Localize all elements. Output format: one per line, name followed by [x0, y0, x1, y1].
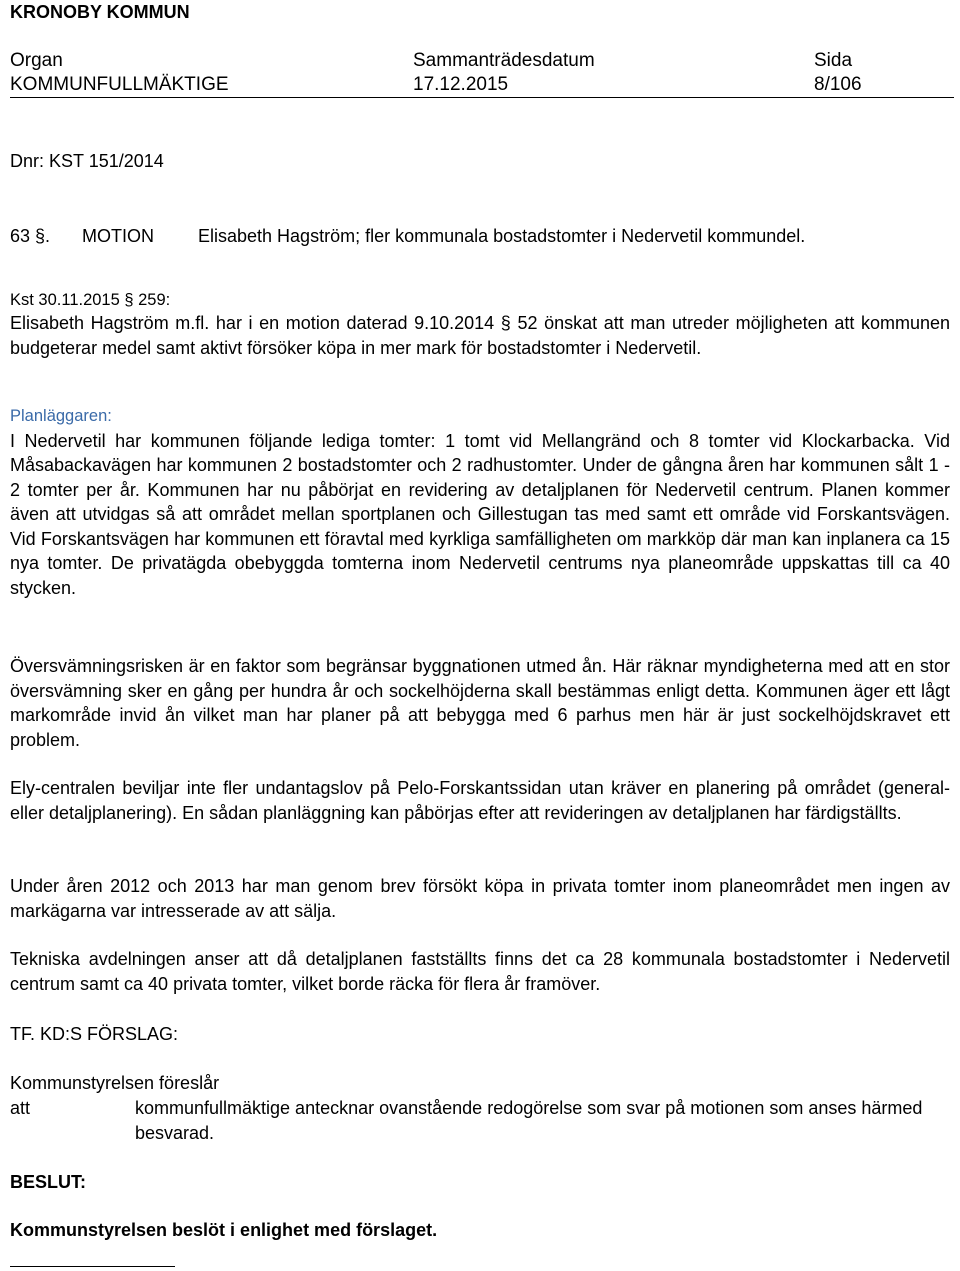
page-number: 8/106	[814, 74, 862, 95]
item-type: MOTION	[82, 226, 154, 246]
municipality-name: KRONOBY KOMMUN	[10, 2, 190, 22]
proposal-text: kommunfullmäktige antecknar ovanstående redogörelse som svar på motionen som anses härmed besvarad.	[135, 1098, 923, 1143]
kst-reference: Kst 30.11.2015 § 259:	[10, 291, 171, 309]
technical-section	[10, 947, 950, 996]
motion-section	[10, 311, 950, 360]
proposal-att-word: att	[10, 1098, 31, 1118]
motion-text: Elisabeth Hagström m.fl. har i en motion daterad 9.10.2014 § 52 önskat att man utreder möjligheten att kommunen budgeterar medel samt aktivt försöker köpa in mer mark för bostadstomter i Nedervetil.	[10, 313, 950, 358]
flood-risk-section	[10, 654, 950, 752]
paragraph-ely-centralen: Ely-centralen beviljar inte fler undantagslov på Pelo-Forskantssidan utan kräver en planering på området (general- eller detaljplanering). En sådan planläggning kan påbörjas efter att revideringen av detaljplanen har färdigställts.	[10, 778, 950, 823]
decision-text: Kommunstyrelsen beslöt i enlighet med förslaget.	[10, 1220, 438, 1240]
purchase-attempt-section	[10, 874, 950, 923]
decision-heading: BESLUT:	[10, 1172, 86, 1192]
date-value: 17.12.2015	[413, 74, 509, 95]
paragraph-purchase-attempts: Under åren 2012 och 2013 har man genom brev försökt köpa in privata tomter inom planeområdet men ingen av markägarna var intresserade av att sälja.	[10, 876, 950, 921]
diary-number: Dnr: KST 151/2014	[10, 151, 164, 171]
organ-label: Organ	[10, 50, 63, 71]
planner-text: I Nedervetil har kommunen följande lediga tomter: 1 tomt vid Mellangränd och 8 tomter vid Klockarbacka. Vid Måsabackavägen har kommunen 2 bostadstomter och 2 radhustomter. Under de gångna åren har kommunen sålt 1 - 2 tomter per år. Kommunen har nu påbörjat en revidering av detaljplanen för Nedervetil centrum. Planen kommer även att utvidgas så att området mellan sportplanen och Gillestugan tas med samt ett område vid Forskantsvägen. Vid Forskantsvägen har kommunen ett föravtal med kyrkliga samfälligheten om markköp där man kan inplanera ca 15 nya tomter. De privatägda obebyggda tomterna inom Nedervetil centrums nya planeområde uppskattas till ca 40 stycken.	[10, 430, 950, 598]
planner-section	[10, 404, 950, 600]
header-divider	[10, 97, 954, 98]
planner-label: Planläggaren:	[10, 407, 112, 425]
ely-section	[10, 776, 950, 825]
proposal-intro: Kommunstyrelsen föreslår	[10, 1073, 220, 1093]
paragraph-flood-risk: Översvämningsrisken är en faktor som begränsar byggnationen utmed ån. Här räknar myndigheterna med att en stor översvämning sker en gång per hundra år och sockelhöjderna skall bestämmas enligt detta. Kommunen äger ett lågt markområde invid ån vilket man har planer på att bebygga med 6 parhus men här är just sockelhöjdskravet ett problem.	[10, 656, 950, 750]
item-title: Elisabeth Hagström; fler kommunala bostadstomter i Nedervetil kommundel.	[198, 226, 806, 246]
organ-value: KOMMUNFULLMÄKTIGE	[10, 74, 229, 95]
footnote-separator	[10, 1266, 175, 1267]
paragraph-technical-department: Tekniska avdelningen anser att då detaljplanen fastställts finns det ca 28 kommunala bostadstomter i Nedervetil centrum samt ca 40 privata tomter, vilket borde räcka för flera år framöver.	[10, 949, 950, 994]
item-number: 63 §.	[10, 226, 51, 246]
page-label: Sida	[814, 50, 853, 71]
date-label: Sammanträdesdatum	[413, 50, 595, 71]
proposal-heading: TF. KD:S FÖRSLAG:	[10, 1024, 179, 1044]
